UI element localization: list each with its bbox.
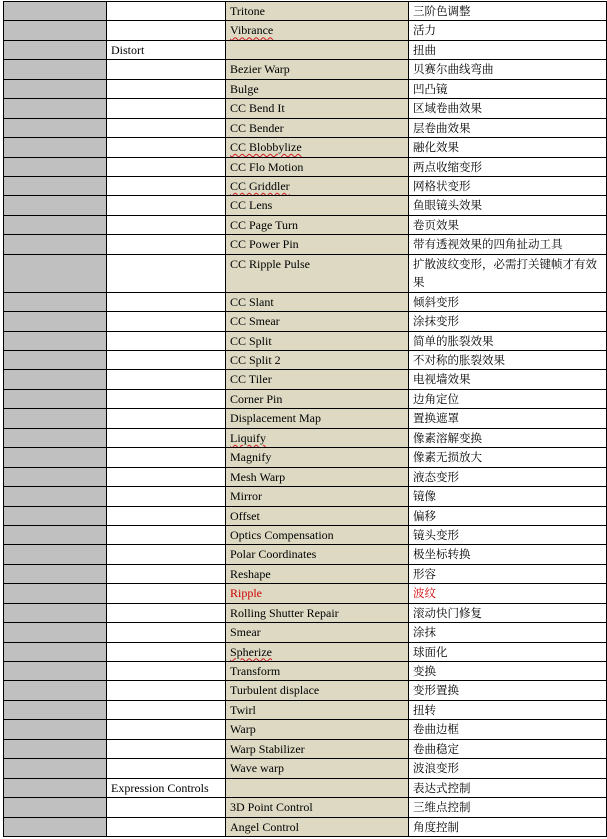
table-row xyxy=(4,79,607,98)
effect-name-cell xyxy=(226,720,409,739)
table-row xyxy=(4,700,607,719)
translation-cell-text: 扩散波纹变形，必需打关键帧才有效果 xyxy=(413,256,597,289)
translation-cell xyxy=(409,623,607,642)
index-cell xyxy=(4,759,107,778)
index-cell xyxy=(4,545,107,564)
table-row xyxy=(4,817,607,836)
translation-cell xyxy=(409,564,607,583)
effect-name-cell-text: CC Ripple Pulse xyxy=(230,256,311,271)
effect-name-cell xyxy=(226,448,409,467)
translation-cell-text: 卷页效果 xyxy=(413,217,459,232)
index-cell xyxy=(4,700,107,719)
table-row xyxy=(4,409,607,428)
effect-name-cell xyxy=(226,778,409,797)
index-cell xyxy=(4,99,107,118)
index-cell xyxy=(4,662,107,681)
effect-name-cell-text: Optics Compensation xyxy=(230,527,334,542)
table-row xyxy=(4,467,607,486)
effect-name-cell xyxy=(226,487,409,506)
translation-cell-text: 滚动快门修复 xyxy=(413,605,482,620)
table-row xyxy=(4,545,607,564)
category-cell xyxy=(107,370,226,389)
category-cell-text: Distort xyxy=(111,42,145,57)
table-row xyxy=(4,584,607,603)
translation-cell-text: 带有透视效果的四角扯动工具 xyxy=(413,237,563,252)
translation-cell-text: 变换 xyxy=(413,664,436,678)
translation-cell xyxy=(409,506,607,525)
translation-cell xyxy=(409,584,607,603)
effect-name-cell xyxy=(226,467,409,486)
effect-name-cell-text: CC Flo Motion xyxy=(230,159,304,174)
translation-cell-text: 变形置换 xyxy=(413,683,459,698)
effect-name-cell-text: CC Smear xyxy=(230,314,280,329)
translation-cell xyxy=(409,40,607,59)
effect-name-cell-text: CC Bender xyxy=(230,120,284,135)
translation-cell-text: 活力 xyxy=(413,23,436,38)
effect-name-cell-text: Mirror xyxy=(230,489,262,504)
table-row xyxy=(4,662,607,681)
effect-name-cell-text: CC Griddler xyxy=(230,178,290,193)
translation-cell xyxy=(409,662,607,681)
index-cell xyxy=(4,21,107,40)
index-cell xyxy=(4,235,107,254)
effects-translation-table xyxy=(3,1,607,837)
translation-cell-text: 电视墙效果 xyxy=(413,372,471,387)
index-cell xyxy=(4,60,107,79)
effect-name-cell-text: Offset xyxy=(230,508,260,523)
index-cell xyxy=(4,778,107,797)
category-cell xyxy=(107,739,226,758)
category-cell xyxy=(107,138,226,157)
category-cell xyxy=(107,564,226,583)
effect-name-cell-text: Warp xyxy=(230,722,256,737)
index-cell xyxy=(4,428,107,447)
effect-name-cell xyxy=(226,700,409,719)
table-body xyxy=(4,2,607,837)
translation-cell-text: 液态变形 xyxy=(413,469,459,484)
category-cell xyxy=(107,215,226,234)
translation-cell-text: 融化效果 xyxy=(413,140,459,155)
category-cell xyxy=(107,118,226,137)
translation-cell-text: 倾斜变形 xyxy=(413,294,459,309)
effect-name-cell-text: Magnify xyxy=(230,450,272,465)
category-cell xyxy=(107,681,226,700)
effect-name-cell-text: CC Lens xyxy=(230,198,273,213)
translation-cell-text: 偏移 xyxy=(413,508,436,523)
effect-name-cell xyxy=(226,817,409,836)
effect-name-cell xyxy=(226,623,409,642)
index-cell xyxy=(4,817,107,836)
translation-cell xyxy=(409,681,607,700)
table-row xyxy=(4,759,607,778)
translation-cell-text: 像素无损放大 xyxy=(413,450,482,465)
translation-cell xyxy=(409,428,607,447)
effect-name-cell xyxy=(226,739,409,758)
effect-name-cell-text: Smear xyxy=(230,625,261,640)
translation-cell-text: 置换遮罩 xyxy=(413,411,459,426)
effect-name-cell-text: Twirl xyxy=(230,702,256,717)
category-cell xyxy=(107,254,226,292)
translation-cell-text: 极坐标转换 xyxy=(413,547,471,562)
category-cell xyxy=(107,467,226,486)
translation-cell xyxy=(409,759,607,778)
effect-name-cell-text: Warp Stabilizer xyxy=(230,741,305,756)
category-cell xyxy=(107,817,226,836)
category-cell xyxy=(107,196,226,215)
effect-name-cell xyxy=(226,603,409,622)
effect-name-cell xyxy=(226,292,409,311)
category-cell xyxy=(107,157,226,176)
effect-name-cell xyxy=(226,798,409,817)
effect-name-cell xyxy=(226,138,409,157)
effect-name-cell-text: Mesh Warp xyxy=(230,469,286,484)
translation-cell-text: 涂抹 xyxy=(413,625,436,640)
table-row xyxy=(4,506,607,525)
translation-cell xyxy=(409,331,607,350)
translation-cell xyxy=(409,817,607,836)
effect-name-cell-text: CC Page Turn xyxy=(230,217,299,232)
index-cell xyxy=(4,176,107,195)
table-row xyxy=(4,235,607,254)
effect-name-cell xyxy=(226,506,409,525)
table-row xyxy=(4,370,607,389)
index-cell xyxy=(4,2,107,21)
table-row xyxy=(4,778,607,797)
category-cell xyxy=(107,409,226,428)
index-cell xyxy=(4,215,107,234)
table-row xyxy=(4,2,607,21)
effect-name-cell-text: CC Slant xyxy=(230,294,274,309)
translation-cell xyxy=(409,798,607,817)
category-cell xyxy=(107,99,226,118)
category-cell xyxy=(107,428,226,447)
index-cell xyxy=(4,720,107,739)
table-row xyxy=(4,525,607,544)
effect-name-cell-text: Vibrance xyxy=(230,23,274,38)
table-row xyxy=(4,312,607,331)
table-row xyxy=(4,564,607,583)
effect-name-cell xyxy=(226,196,409,215)
translation-cell-text: 卷曲稳定 xyxy=(413,741,459,756)
effect-name-cell-text: CC Tiler xyxy=(230,372,272,387)
table-row xyxy=(4,798,607,817)
effect-name-cell-text: Corner Pin xyxy=(230,391,283,406)
translation-cell xyxy=(409,196,607,215)
category-cell xyxy=(107,798,226,817)
translation-cell xyxy=(409,389,607,408)
translation-cell-text: 卷曲边框 xyxy=(413,722,459,737)
category-cell xyxy=(107,312,226,331)
table-row xyxy=(4,196,607,215)
effect-name-cell xyxy=(226,312,409,331)
effect-name-cell xyxy=(226,370,409,389)
translation-cell-text: 球面化 xyxy=(413,644,448,659)
translation-cell xyxy=(409,370,607,389)
table-row xyxy=(4,60,607,79)
category-cell xyxy=(107,176,226,195)
effect-name-cell xyxy=(226,2,409,21)
translation-cell-text: 贝赛尔曲线弯曲 xyxy=(413,62,494,77)
index-cell xyxy=(4,409,107,428)
translation-cell xyxy=(409,603,607,622)
effect-name-cell xyxy=(226,759,409,778)
translation-cell-text: 简单的胀裂效果 xyxy=(413,333,494,348)
category-cell xyxy=(107,623,226,642)
index-cell xyxy=(4,254,107,292)
translation-cell-text: 扭转 xyxy=(413,702,436,717)
index-cell xyxy=(4,681,107,700)
effect-name-cell-text: Liquify xyxy=(230,430,266,445)
index-cell xyxy=(4,351,107,370)
table-row xyxy=(4,331,607,350)
index-cell xyxy=(4,312,107,331)
index-cell xyxy=(4,79,107,98)
table-row xyxy=(4,40,607,59)
translation-cell xyxy=(409,739,607,758)
translation-cell-text: 鱼眼镜头效果 xyxy=(413,198,482,213)
effect-name-cell-text: Displacement Map xyxy=(230,411,321,426)
index-cell xyxy=(4,642,107,661)
effect-name-cell-text: CC Bend It xyxy=(230,101,285,116)
translation-cell-text: 形容 xyxy=(413,566,436,581)
effect-name-cell xyxy=(226,99,409,118)
table-row xyxy=(4,157,607,176)
category-cell xyxy=(107,2,226,21)
effect-name-cell xyxy=(226,525,409,544)
table-row xyxy=(4,720,607,739)
translation-cell-text: 波浪变形 xyxy=(413,761,459,776)
index-cell xyxy=(4,487,107,506)
table-row xyxy=(4,681,607,700)
effect-name-cell-text: Wave warp xyxy=(230,761,285,776)
translation-cell xyxy=(409,254,607,292)
category-cell xyxy=(107,662,226,681)
effect-name-cell xyxy=(226,215,409,234)
effect-name-cell xyxy=(226,389,409,408)
index-cell xyxy=(4,506,107,525)
category-cell xyxy=(107,292,226,311)
table-row xyxy=(4,603,607,622)
effect-name-cell-text: Turbulent displace xyxy=(230,683,320,698)
index-cell xyxy=(4,157,107,176)
translation-cell-text: 镜头变形 xyxy=(413,527,459,542)
effect-name-cell-text: Angel Control xyxy=(230,819,299,834)
translation-cell xyxy=(409,525,607,544)
category-cell xyxy=(107,21,226,40)
table-row xyxy=(4,623,607,642)
translation-cell xyxy=(409,700,607,719)
effect-name-cell xyxy=(226,235,409,254)
translation-cell xyxy=(409,176,607,195)
translation-cell-text: 网格状变形 xyxy=(413,178,471,193)
category-cell xyxy=(107,60,226,79)
translation-cell xyxy=(409,60,607,79)
translation-cell xyxy=(409,215,607,234)
effect-name-cell xyxy=(226,351,409,370)
effect-name-cell-text: CC Split xyxy=(230,333,272,348)
category-cell xyxy=(107,448,226,467)
translation-cell-text: 镜像 xyxy=(413,489,436,504)
effect-name-cell xyxy=(226,176,409,195)
translation-cell-text: 像素溶解变换 xyxy=(413,430,482,445)
effect-name-cell xyxy=(226,40,409,59)
effect-name-cell xyxy=(226,157,409,176)
translation-cell-text: 表达式控制 xyxy=(413,780,471,795)
index-cell xyxy=(4,798,107,817)
translation-cell xyxy=(409,2,607,21)
table-row xyxy=(4,428,607,447)
translation-cell-text: 区域卷曲效果 xyxy=(413,101,482,116)
table-row xyxy=(4,118,607,137)
category-cell xyxy=(107,603,226,622)
index-cell xyxy=(4,389,107,408)
effect-name-cell xyxy=(226,118,409,137)
effect-name-cell xyxy=(226,331,409,350)
index-cell xyxy=(4,603,107,622)
effect-name-cell-text: Bulge xyxy=(230,81,259,96)
table-row xyxy=(4,138,607,157)
effect-name-cell-text: Bezier Warp xyxy=(230,62,290,77)
effect-name-cell xyxy=(226,662,409,681)
translation-cell-text: 层卷曲效果 xyxy=(413,120,471,135)
translation-cell-text: 不对称的胀裂效果 xyxy=(413,353,505,367)
index-cell xyxy=(4,623,107,642)
category-cell xyxy=(107,759,226,778)
table-row xyxy=(4,215,607,234)
index-cell xyxy=(4,40,107,59)
translation-cell xyxy=(409,292,607,311)
table-row xyxy=(4,99,607,118)
effect-name-cell-text: CC Power Pin xyxy=(230,237,299,252)
index-cell xyxy=(4,448,107,467)
translation-cell xyxy=(409,409,607,428)
category-cell xyxy=(107,331,226,350)
table-row xyxy=(4,487,607,506)
effect-name-cell-text: Transform xyxy=(230,664,281,678)
effect-name-cell xyxy=(226,60,409,79)
category-cell xyxy=(107,351,226,370)
category-cell-text: Expression Controls xyxy=(111,780,209,795)
index-cell xyxy=(4,370,107,389)
translation-cell-text: 凹凸镜 xyxy=(413,81,448,96)
index-cell xyxy=(4,331,107,350)
effect-name-cell xyxy=(226,428,409,447)
index-cell xyxy=(4,525,107,544)
effect-name-cell xyxy=(226,584,409,603)
effect-name-cell-text: 3D Point Control xyxy=(230,800,313,815)
translation-cell xyxy=(409,448,607,467)
table-row xyxy=(4,642,607,661)
category-cell xyxy=(107,487,226,506)
translation-cell-text: 三维点控制 xyxy=(413,800,471,815)
category-cell xyxy=(107,700,226,719)
table-row xyxy=(4,21,607,40)
translation-cell-text: 角度控制 xyxy=(413,819,459,834)
effect-name-cell-text: Polar Coordinates xyxy=(230,547,317,562)
translation-cell xyxy=(409,351,607,370)
translation-cell xyxy=(409,99,607,118)
translation-cell xyxy=(409,467,607,486)
effect-name-cell-text: Ripple xyxy=(230,586,262,601)
translation-cell xyxy=(409,487,607,506)
table-row xyxy=(4,176,607,195)
translation-cell xyxy=(409,545,607,564)
effect-name-cell xyxy=(226,564,409,583)
translation-cell xyxy=(409,138,607,157)
category-cell xyxy=(107,79,226,98)
table-row xyxy=(4,254,607,292)
index-cell xyxy=(4,739,107,758)
index-cell xyxy=(4,118,107,137)
category-cell xyxy=(107,389,226,408)
category-cell xyxy=(107,584,226,603)
translation-cell-text: 涂抹变形 xyxy=(413,314,459,329)
translation-cell xyxy=(409,21,607,40)
category-cell xyxy=(107,40,226,59)
translation-cell xyxy=(409,720,607,739)
table-row xyxy=(4,739,607,758)
index-cell xyxy=(4,584,107,603)
effect-name-cell xyxy=(226,254,409,292)
translation-cell xyxy=(409,118,607,137)
index-cell xyxy=(4,564,107,583)
table-row xyxy=(4,389,607,408)
translation-cell-text: 三阶色调整 xyxy=(413,4,471,18)
category-cell xyxy=(107,720,226,739)
index-cell xyxy=(4,467,107,486)
translation-cell-text: 两点收缩变形 xyxy=(413,159,482,174)
effect-name-cell-text: Tritone xyxy=(230,4,265,18)
effect-name-cell-text: Reshape xyxy=(230,566,271,581)
table-row xyxy=(4,448,607,467)
index-cell xyxy=(4,292,107,311)
translation-cell-text: 波纹 xyxy=(413,586,436,601)
translation-cell xyxy=(409,235,607,254)
effect-name-cell xyxy=(226,409,409,428)
effect-name-cell-text: Rolling Shutter Repair xyxy=(230,605,339,620)
effect-name-cell-text: Spherize xyxy=(230,644,272,659)
effect-name-cell-text: CC Blobbylize xyxy=(230,140,302,155)
category-cell xyxy=(107,545,226,564)
effect-name-cell xyxy=(226,21,409,40)
translation-cell-text: 边角定位 xyxy=(413,391,459,406)
translation-cell xyxy=(409,157,607,176)
table-row xyxy=(4,351,607,370)
category-cell xyxy=(107,235,226,254)
translation-cell xyxy=(409,642,607,661)
index-cell xyxy=(4,138,107,157)
effect-name-cell xyxy=(226,681,409,700)
effect-name-cell xyxy=(226,642,409,661)
translation-cell xyxy=(409,312,607,331)
translation-cell xyxy=(409,778,607,797)
effect-name-cell xyxy=(226,79,409,98)
table-row xyxy=(4,292,607,311)
category-cell xyxy=(107,642,226,661)
category-cell xyxy=(107,525,226,544)
effect-name-cell xyxy=(226,545,409,564)
index-cell xyxy=(4,196,107,215)
translation-cell xyxy=(409,79,607,98)
effect-name-cell-text: CC Split 2 xyxy=(230,353,281,367)
translation-cell-text: 扭曲 xyxy=(413,42,436,57)
category-cell xyxy=(107,778,226,797)
category-cell xyxy=(107,506,226,525)
